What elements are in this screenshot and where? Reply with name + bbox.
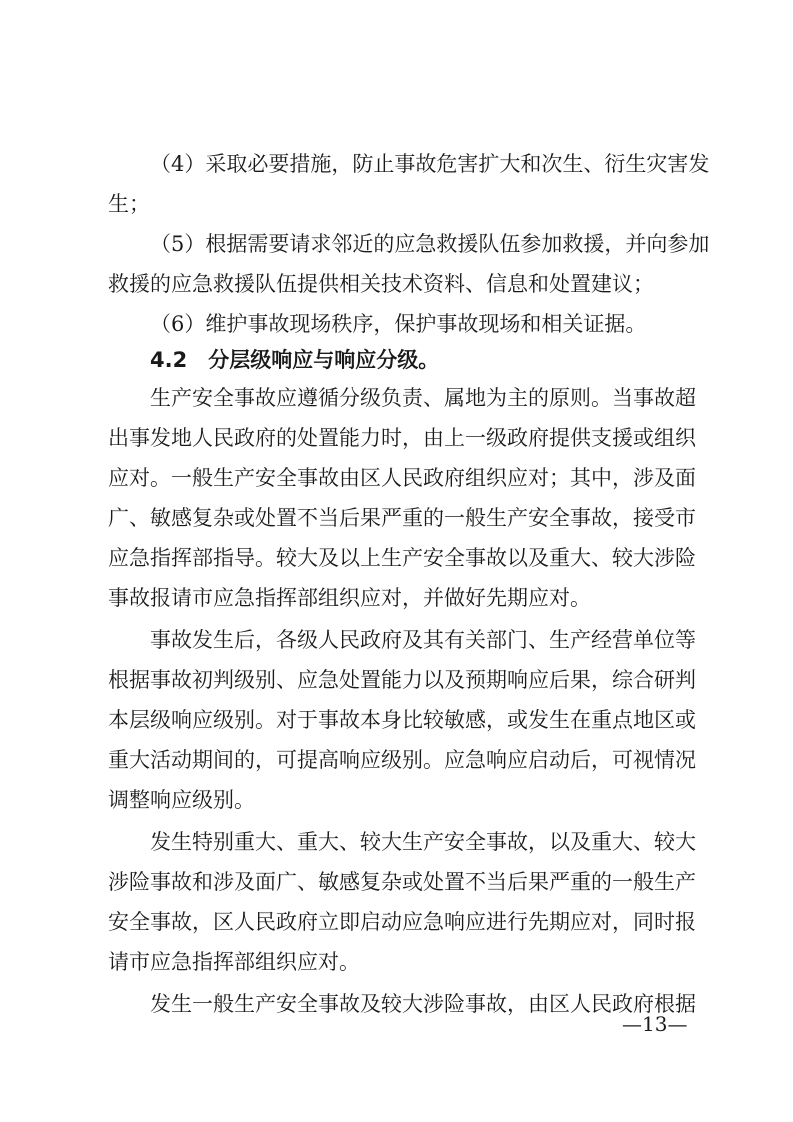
text-line-14: 根据事故初判级别、应急处置能力以及预期响应后果，综合研判 bbox=[108, 668, 696, 692]
text-line-22: 发生一般生产安全事故及较大涉险事故，由区人民政府根据 bbox=[150, 992, 696, 1016]
text-line-21: 请市应急指挥部组织应对。 bbox=[108, 950, 360, 974]
text-line-4: 救援的应急救援队伍提供相关技术资料、信息和处置建议； bbox=[108, 272, 654, 296]
text-line-17: 调整响应级别。 bbox=[108, 788, 255, 812]
text-line-1: （4）采取必要措施，防止事故危害扩大和次生、衍生灾害发 bbox=[150, 152, 710, 176]
text-line-2: 生； bbox=[108, 192, 150, 216]
text-line-12: 事故报请市应急指挥部组织应对，并做好先期应对。 bbox=[108, 586, 591, 610]
text-line-10: 广、敏感复杂或处置不当后果严重的一般生产安全事故，接受市 bbox=[108, 506, 696, 530]
text-line-18: 发生特别重大、重大、较大生产安全事故，以及重大、较大 bbox=[150, 830, 696, 854]
text-line-15: 本层级响应级别。对于事故本身比较敏感，或发生在重点地区或 bbox=[108, 708, 696, 732]
text-line-7: 生产安全事故应遵循分级负责、属地为主的原则。当事故超 bbox=[150, 386, 696, 410]
text-line-3: （5）根据需要请求邻近的应急救援队伍参加救援，并向参加 bbox=[150, 232, 710, 256]
text-line-13: 事故发生后，各级人民政府及其有关部门、生产经营单位等 bbox=[150, 628, 696, 652]
text-line-8: 出事发地人民政府的处置能力时，由上一级政府提供支援或组织 bbox=[108, 426, 696, 450]
section-heading: 4.2 分层级响应与响应分级。 bbox=[150, 348, 440, 372]
text-line-5: （6）维护事故现场秩序，保护事故现场和相关证据。 bbox=[150, 312, 647, 336]
text-line-20: 安全事故，区人民政府立即启动应急响应进行先期应对，同时报 bbox=[108, 910, 696, 934]
text-line-9: 应对。一般生产安全事故由区人民政府组织应对；其中，涉及面 bbox=[108, 466, 696, 490]
text-line-19: 涉险事故和涉及面广、敏感复杂或处置不当后果严重的一般生产 bbox=[108, 870, 696, 894]
page-number: —13— bbox=[622, 1012, 688, 1036]
text-line-16: 重大活动期间的，可提高响应级别。应急响应启动后，可视情况 bbox=[108, 748, 696, 772]
text-line-11: 应急指挥部指导。较大及以上生产安全事故以及重大、较大涉险 bbox=[108, 546, 696, 570]
